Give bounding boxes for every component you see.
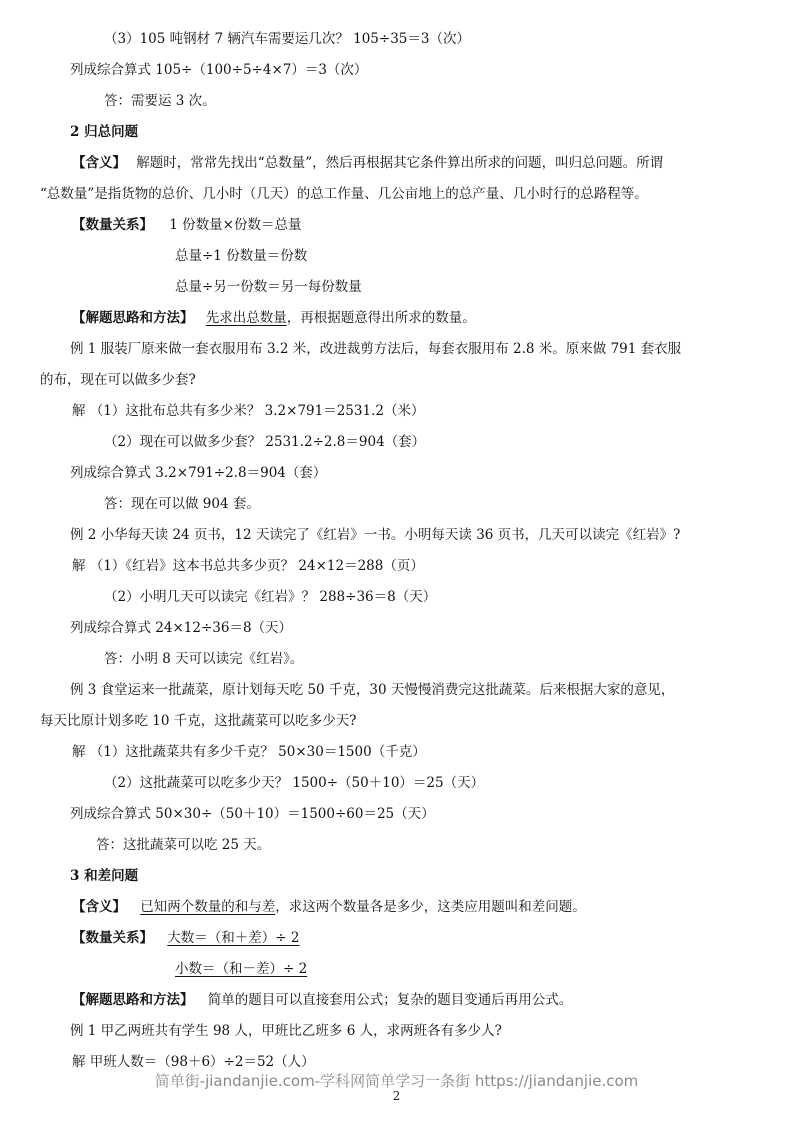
- definition-text: ，求这两个数量各是多少，这类应用题叫和差问题。: [275, 899, 586, 915]
- step-3-line: （3）105 吨钢材 7 辆汽车需要运几次？ 105÷35＝3（次）: [104, 31, 470, 47]
- example-2-line: 例 2 小华每天读 24 页书，12 天读完了《红岩》一书。小明每天读 36 页书，几天可以读完《红岩》?: [70, 527, 681, 543]
- relation-formula-1: 1 份数量×份数＝总量: [169, 217, 302, 233]
- definition-line: [72, 898, 586, 916]
- relation-line: [72, 216, 302, 234]
- example-1-line-1: 例 1 服装厂原来做一套衣服用布 3.2 米，改进裁剪方法后，每套衣服用布 2.8 米。原来做 791 套衣服: [70, 341, 682, 357]
- method-label: 【解题思路和方法】: [72, 992, 194, 1008]
- relation-label: 【数量关系】: [72, 217, 153, 233]
- solution-step-2: （2）现在可以做多少套？ 2531.2÷2.8＝904（套）: [104, 434, 426, 450]
- method-line: [72, 991, 572, 1009]
- example-1-line: 例 1 甲乙两班共有学生 98 人，甲班比乙班多 6 人，求两班各有多少人?: [70, 1023, 502, 1039]
- definition-line: [72, 154, 663, 172]
- relation-line: [72, 929, 300, 947]
- relation-formula-3: 总量÷另一份数＝另一每份数量: [175, 279, 362, 295]
- method-text: ，再根据题意得出所求的数量。: [286, 310, 476, 326]
- method-key: 先求出总数量: [205, 310, 287, 326]
- solution-step-2: （2）小明几天可以读完《红岩》？ 288÷36＝8（天）: [104, 589, 437, 605]
- relation-formula-small: 小数＝（和－差）÷ 2: [175, 961, 308, 977]
- example-3-line-1: 例 3 食堂运来一批蔬菜，原计划每天吃 50 千克，30 天慢慢消费完这批蔬菜。后来根据大家的意见，: [70, 682, 675, 698]
- section-heading-3: 3 和差问题: [70, 868, 139, 884]
- relation-label: 【数量关系】: [72, 930, 153, 946]
- definition-line-2: “总数量”是指货物的总价、几小时（几天）的总工作量、几公亩地上的总产量、几小时行的总路程等。: [40, 186, 648, 202]
- watermark: 简单街-jiandanjie.com-学科网简单学习一条街 https://jiandanjie.com: [154, 1072, 639, 1090]
- answer-line: 答：现在可以做 904 套。: [104, 496, 260, 512]
- definition-key: 已知两个数量的和与差: [140, 899, 276, 915]
- combined-formula-line: 列成综合算式 24×12÷36＝8（天）: [70, 620, 293, 636]
- method-label: 【解题思路和方法】: [72, 310, 194, 326]
- section-heading-2: 2 归总问题: [70, 124, 139, 140]
- relation-formula-2: 总量÷1 份数量＝份数: [175, 248, 308, 264]
- solution-step-1: 解 （1）《红岩》这本书总共多少页？ 24×12＝288（页）: [72, 558, 424, 574]
- answer-line: 答：这批蔬菜可以吃 25 天。: [96, 837, 271, 853]
- combined-formula-line: 列成综合算式 105÷（100÷5÷4×7）＝3（次）: [70, 62, 368, 78]
- combined-formula-line: 列成综合算式 3.2×791÷2.8＝904（套）: [70, 465, 327, 481]
- definition-label: 【含义】: [72, 899, 126, 915]
- definition-text: 解题时，常常先找出“总数量”，然后再根据其它条件算出所求的问题，叫归总问题。所谓: [136, 155, 664, 171]
- relation-formula-big: 大数＝（和＋差）÷ 2: [167, 930, 300, 946]
- page-number: 2: [392, 1089, 401, 1103]
- solution-step-1: 解 （1）这批蔬菜共有多少千克？ 50×30＝1500（千克）: [72, 744, 426, 760]
- combined-formula-line: 列成综合算式 50×30÷（50＋10）＝1500÷60＝25（天）: [70, 806, 435, 822]
- example-1-line-2: 的布，现在可以做多少套?: [40, 372, 196, 388]
- solution-step-2: （2）这批蔬菜可以吃多少天？ 1500÷（50＋10）＝25（天）: [104, 775, 485, 791]
- answer-line: 答：需要运 3 次。: [104, 93, 216, 109]
- solution-line: 解 甲班人数＝（98＋6）÷2＝52（人）: [72, 1054, 315, 1070]
- definition-label: 【含义】: [72, 155, 126, 171]
- example-3-line-2: 每天比原计划多吃 10 千克，这批蔬菜可以吃多少天?: [40, 713, 357, 729]
- method-text: 简单的题目可以直接套用公式；复杂的题目变通后再用公式。: [207, 992, 573, 1008]
- solution-step-1: 解 （1）这批布总共有多少米？ 3.2×791＝2531.2（米）: [72, 403, 425, 419]
- answer-line: 答：小明 8 天可以读完《红岩》。: [104, 651, 304, 667]
- method-line: [72, 309, 476, 327]
